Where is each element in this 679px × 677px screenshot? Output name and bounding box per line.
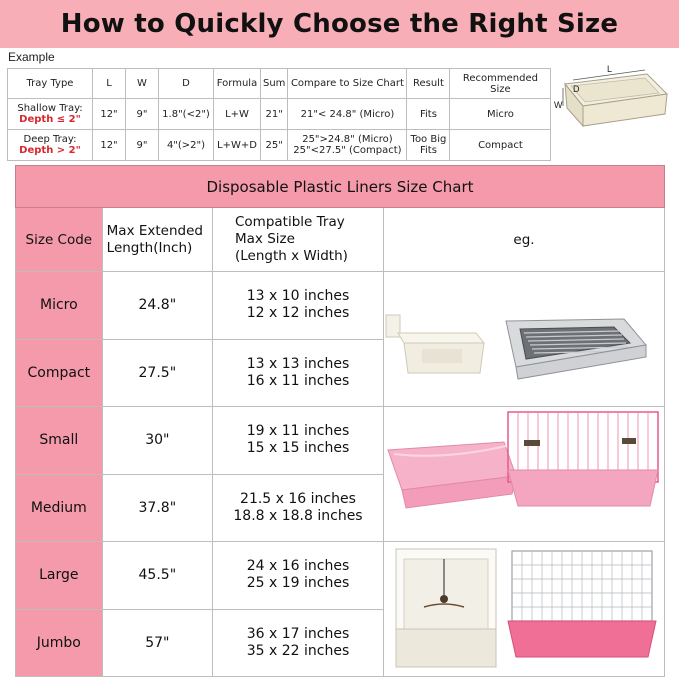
size-code-cell: Small xyxy=(16,407,103,475)
tray-type-cell xyxy=(8,130,93,161)
size-chart-title-row xyxy=(16,166,665,208)
cell-compare xyxy=(288,130,407,161)
tray-dimension-diagram xyxy=(553,62,673,144)
tray-type-label: Shallow Tray: xyxy=(17,103,83,114)
size-code-cell: Jumbo xyxy=(16,609,103,677)
tray-type-cell xyxy=(8,99,93,130)
bird-cage-image xyxy=(396,549,496,667)
tray-size-line2: 18.8 x 18.8 inches xyxy=(233,507,363,524)
example-header-row xyxy=(8,69,551,99)
page-title: How to Quickly Choose the Right Size xyxy=(60,9,619,39)
size-chart-table xyxy=(15,165,665,677)
example-label: Example xyxy=(8,50,55,64)
header-recommended: Recommended Size xyxy=(450,69,551,99)
cell-l: 12" xyxy=(93,99,126,130)
header-tray-size xyxy=(213,208,384,272)
tray-size-line2: 25 x 19 inches xyxy=(246,575,350,592)
cell-recommended: Compact xyxy=(450,130,551,161)
tray-size-line2: 12 x 12 inches xyxy=(246,305,350,322)
tray-size-line1: 19 x 11 inches xyxy=(246,423,350,440)
header-size-code: Size Code xyxy=(16,208,103,272)
tray-size-line1: 24 x 16 inches xyxy=(246,558,350,575)
header-tray-line2: Max Size xyxy=(235,231,295,247)
header-max-length-line1: Max Extended xyxy=(106,222,203,239)
size-chart-header-row xyxy=(16,208,665,272)
cell-compare: 21"< 24.8" (Micro) xyxy=(288,99,407,130)
max-length-cell: 27.5" xyxy=(102,339,212,407)
tray-size-cell xyxy=(213,609,384,677)
header-compare: Compare to Size Chart xyxy=(288,69,407,99)
cell-result: Fits xyxy=(407,99,450,130)
result-line-2: Fits xyxy=(419,145,437,156)
pink-liner-tray-image xyxy=(388,442,516,508)
max-length-cell: 37.8" xyxy=(102,474,212,542)
max-length-cell: 45.5" xyxy=(102,542,212,610)
diagram-label-depth: D xyxy=(573,84,580,94)
cell-formula: L+W xyxy=(214,99,261,130)
header-tray-line1: Compatible Tray xyxy=(235,214,345,230)
cell-result xyxy=(407,130,450,161)
tray-size-line2: 15 x 15 inches xyxy=(246,440,350,457)
cell-d: 1.8"(<2") xyxy=(159,99,214,130)
liner-photos-pink xyxy=(384,410,664,539)
cell-sum: 25" xyxy=(261,130,288,161)
size-code-cell: Compact xyxy=(16,339,103,407)
tray-size-line1: 13 x 10 inches xyxy=(246,288,350,305)
cell-w: 9" xyxy=(126,99,159,130)
cell-sum: 21" xyxy=(261,99,288,130)
header-l: L xyxy=(93,69,126,99)
pink-cage-image xyxy=(508,412,658,506)
tray-size-line2: 16 x 11 inches xyxy=(246,372,350,389)
cell-l: 12" xyxy=(93,130,126,161)
wire-cage-image xyxy=(508,551,656,657)
example-image-cell-small-medium xyxy=(383,407,664,542)
example-image-cell-large-jumbo xyxy=(383,542,664,677)
header-w: W xyxy=(126,69,159,99)
header-sum: Sum xyxy=(261,69,288,99)
header-formula: Formula xyxy=(214,69,261,99)
result-line-1: Too Big xyxy=(410,134,447,145)
tray-size-cell xyxy=(213,474,384,542)
diagram-label-width: W xyxy=(554,100,563,110)
size-chart-title: Disposable Plastic Liners Size Chart xyxy=(16,166,665,208)
max-length-cell: 24.8" xyxy=(102,272,212,340)
compare-line-1: 25">24.8" (Micro) xyxy=(302,134,393,145)
diagram-label-length: L xyxy=(607,64,613,74)
table-row xyxy=(16,272,665,340)
header-max-length xyxy=(102,208,212,272)
tray-size-cell xyxy=(213,272,384,340)
tray-size-cell xyxy=(213,542,384,610)
white-tray-image xyxy=(386,315,484,373)
size-code-cell: Micro xyxy=(16,272,103,340)
header-max-length-line2: Length(Inch) xyxy=(106,239,193,256)
header-d: D xyxy=(159,69,214,99)
table-row xyxy=(16,407,665,475)
tray-size-cell xyxy=(213,407,384,475)
tray-type-label: Deep Tray: xyxy=(23,134,77,145)
title-banner xyxy=(0,0,679,48)
tray-depth-note: Depth > 2" xyxy=(19,145,81,156)
max-length-cell: 57" xyxy=(102,609,212,677)
cage-photos-large xyxy=(384,545,664,674)
header-result: Result xyxy=(407,69,450,99)
tray-size-line2: 35 x 22 inches xyxy=(246,642,350,659)
header-tray-type: Tray Type xyxy=(8,69,93,99)
example-row-shallow xyxy=(8,99,551,130)
tray-size-line1: 13 x 13 inches xyxy=(246,355,350,372)
tray-size-line1: 21.5 x 16 inches xyxy=(240,490,356,507)
tray-size-line1: 36 x 17 inches xyxy=(246,625,350,642)
cell-recommended: Micro xyxy=(450,99,551,130)
header-eg: eg. xyxy=(383,208,664,272)
example-image-cell-micro-compact xyxy=(383,272,664,407)
cell-formula: L+W+D xyxy=(214,130,261,161)
table-row xyxy=(16,542,665,610)
compare-line-2: 25"<27.5" (Compact) xyxy=(293,145,402,156)
size-code-cell: Medium xyxy=(16,474,103,542)
cell-w: 9" xyxy=(126,130,159,161)
cell-d: 4"(>2") xyxy=(159,130,214,161)
tray-depth-note: Depth ≤ 2" xyxy=(19,114,81,125)
example-row-deep xyxy=(8,130,551,161)
example-table xyxy=(7,68,551,161)
max-length-cell: 30" xyxy=(102,407,212,475)
header-tray-line3: (Length x Width) xyxy=(235,248,348,264)
tray-size-cell xyxy=(213,339,384,407)
tray-photos-small xyxy=(384,275,664,404)
size-chart xyxy=(15,165,665,667)
size-code-cell: Large xyxy=(16,542,103,610)
grate-tray-image xyxy=(506,319,646,379)
